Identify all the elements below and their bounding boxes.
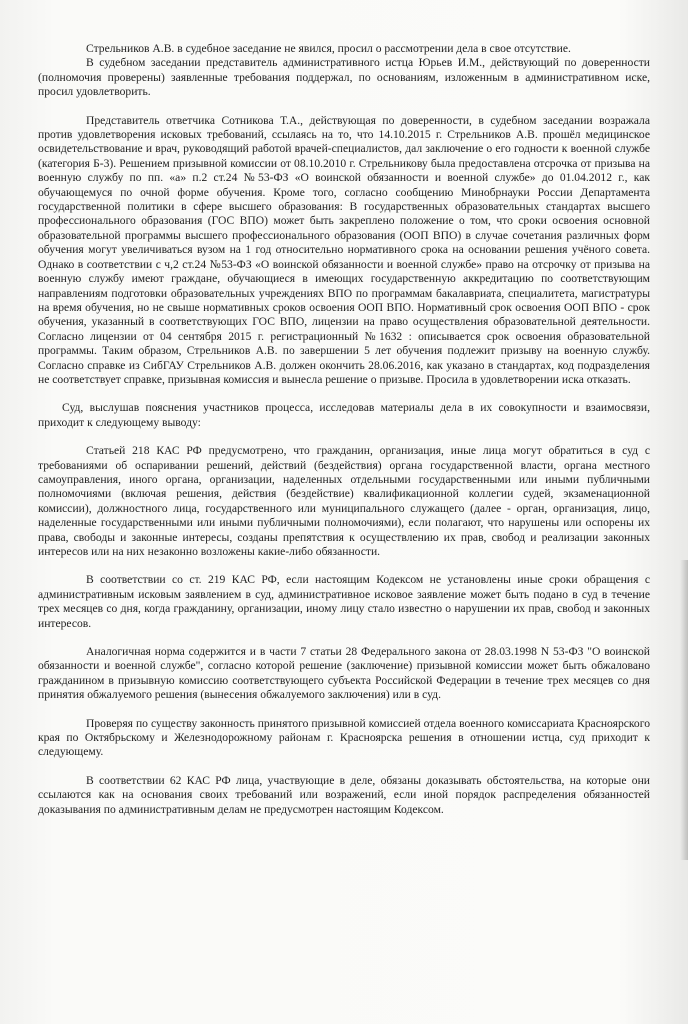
- paragraph-1: Стрельников А.В. в судебное заседание не явился, просил о рассмотрении дела в свое отсутствие.: [86, 42, 571, 55]
- paragraph-5: Статьей 218 КАС РФ предусмотрено, что гражданин, организация, иные лица могут обратиться в суд с требованиями об оспаривании решений, действий (бездействия) органа государственной власти, органа местного самоуправления, иного органа, организации, наделенных отдельными государственными или иными публичными полномочиями (включая решения, действия (бездействие) квалификационной коллегии судей, экзаменационной комиссии), должностного лица, государственного или муниципального служащего (далее - орган, организация, лицо, наделенные государственными или иными публичными полномочиями), если полагают, что нарушены или оспорены их права, свободы и законные интересы, созданы препятствия к осуществлению их прав, свобод и реализации законных интересов или на них незаконно возложены какие-либо обязанности.: [38, 444, 650, 558]
- page-edge-shadow: [680, 560, 688, 860]
- paragraph-3: Представитель ответчика Сотникова Т.А., действующая по доверенности, в судебном заседании возражала против удовлетворения исковых требований, ссылаясь на то, что 14.10.2015 г. Стрельников А.В. прошёл медицинское освидетельствование и врач, руководящий работой врачей-специалистов, дал заключение о его годности к военной службе (категория Б-3). Решением призывной комиссии от 08.10.2010 г. Стрельникову была предоставлена отсрочка от призыва на военную службу по пп. «а» п.2 ст.24 №53-ФЗ «О воинской обязанности и военной службе» до 01.04.2012 г., как обучающемуся по очной форме обучения. Кроме того, согласно сообщению Минобрнауки России Департамента государственной политики в сфере высшего образования: В государственных образовательных стандартах высшего профессионального образования (ГОС ВПО) может быть закреплено положение о том, что сроки освоения основной образовательной программы высшего профессионального образования (ООП ВПО) в случае сочетания различных форм обучения могут увеличиваться вузом на 1 год относительно нормативного срока на основании решения учёного совета. Однако в соответствии с ч,2 ст.24 №53-ФЗ «О воинской обязанности и военной службе» право на отсрочку от призыва на военную службу имеют граждане, обучающиеся в имеющих государственную аккредитацию по соответствующим направлениям подготовки образовательных учреждениях ВПО по программам бакалавриата, специалитета, магистратуры на время обучения, но не свыше нормативных сроков освоения ООП ВПО. Нормативный срок освоения ООП ВПО - срок обучения, указанный в соответствующих ГОС ВПО, лицензии на право осуществления образовательной деятельности. Согласно лицензии от 04 сентября 2015 г. регистрационный №1632 : описывается срок освоения образовательной программы. Таким образом, Стрельников А.В. по завершении 5 лет обучения подлежит призыву на военную службу. Согласно справке из СибГАУ Стрельников А.В. должен окончить 28.06.2016, как указано в стандартах, код подразделения не соответствует справке, призывная комиссия и вынесла решение о призыве. Просила в удовлетворении иска отказать.: [38, 113, 650, 386]
- paragraph-8: Проверяя по существу законность принятого призывной комиссией отдела военного комиссариата Красноярского края по Октябрьскому и Железнодорожному районам г. Красноярска решения в отношении истца, суд приходит к следующему.: [38, 716, 650, 759]
- paragraph-4: Суд, выслушав пояснения участников процесса, исследовав материалы дела в их совокупности и взаимосвязи, приходит к следующему выводу:: [38, 401, 650, 429]
- paragraph-6: В соответствии со ст. 219 КАС РФ, если настоящим Кодексом не установлены иные сроки обращения с административным исковым заявлением в суд, административное исковое заявление может быть подано в суд в течение трех месяцев со дня, когда гражданину, организации, иному лицу стало известно о нарушении их прав, свобод и законных интересов.: [38, 573, 650, 630]
- paragraph-7: Аналогичная норма содержится и в части 7 статьи 28 Федерального закона от 28.03.1998 N 53-ФЗ "О воинской обязанности и военной службе", согласно которой решение (заключение) призывной комиссии может быть обжаловано гражданином в призывную комиссию соответствующего субъекта Российской Федерации в течение трех месяцев со дня принятия обжалуемого решения (вынесения обжалуемого заключения) или в суд.: [38, 645, 650, 702]
- document-body: [38, 42, 650, 831]
- paragraph-9: В соответствии 62 КАС РФ лица, участвующие в деле, обязаны доказывать обстоятельства, на которые они ссылаются как на основания своих требований или возражений, если иной порядок распределения обязанностей доказывания по административным делам не предусмотрен настоящим Кодексом.: [38, 773, 650, 816]
- paragraph-2: В судебном заседании представитель административного истца Юрьев И.М., действующий по доверенности (полномочия проверены) заявленные требования поддержал, по основаниям, изложенным в административном иске, просил удовлетворить.: [38, 56, 650, 99]
